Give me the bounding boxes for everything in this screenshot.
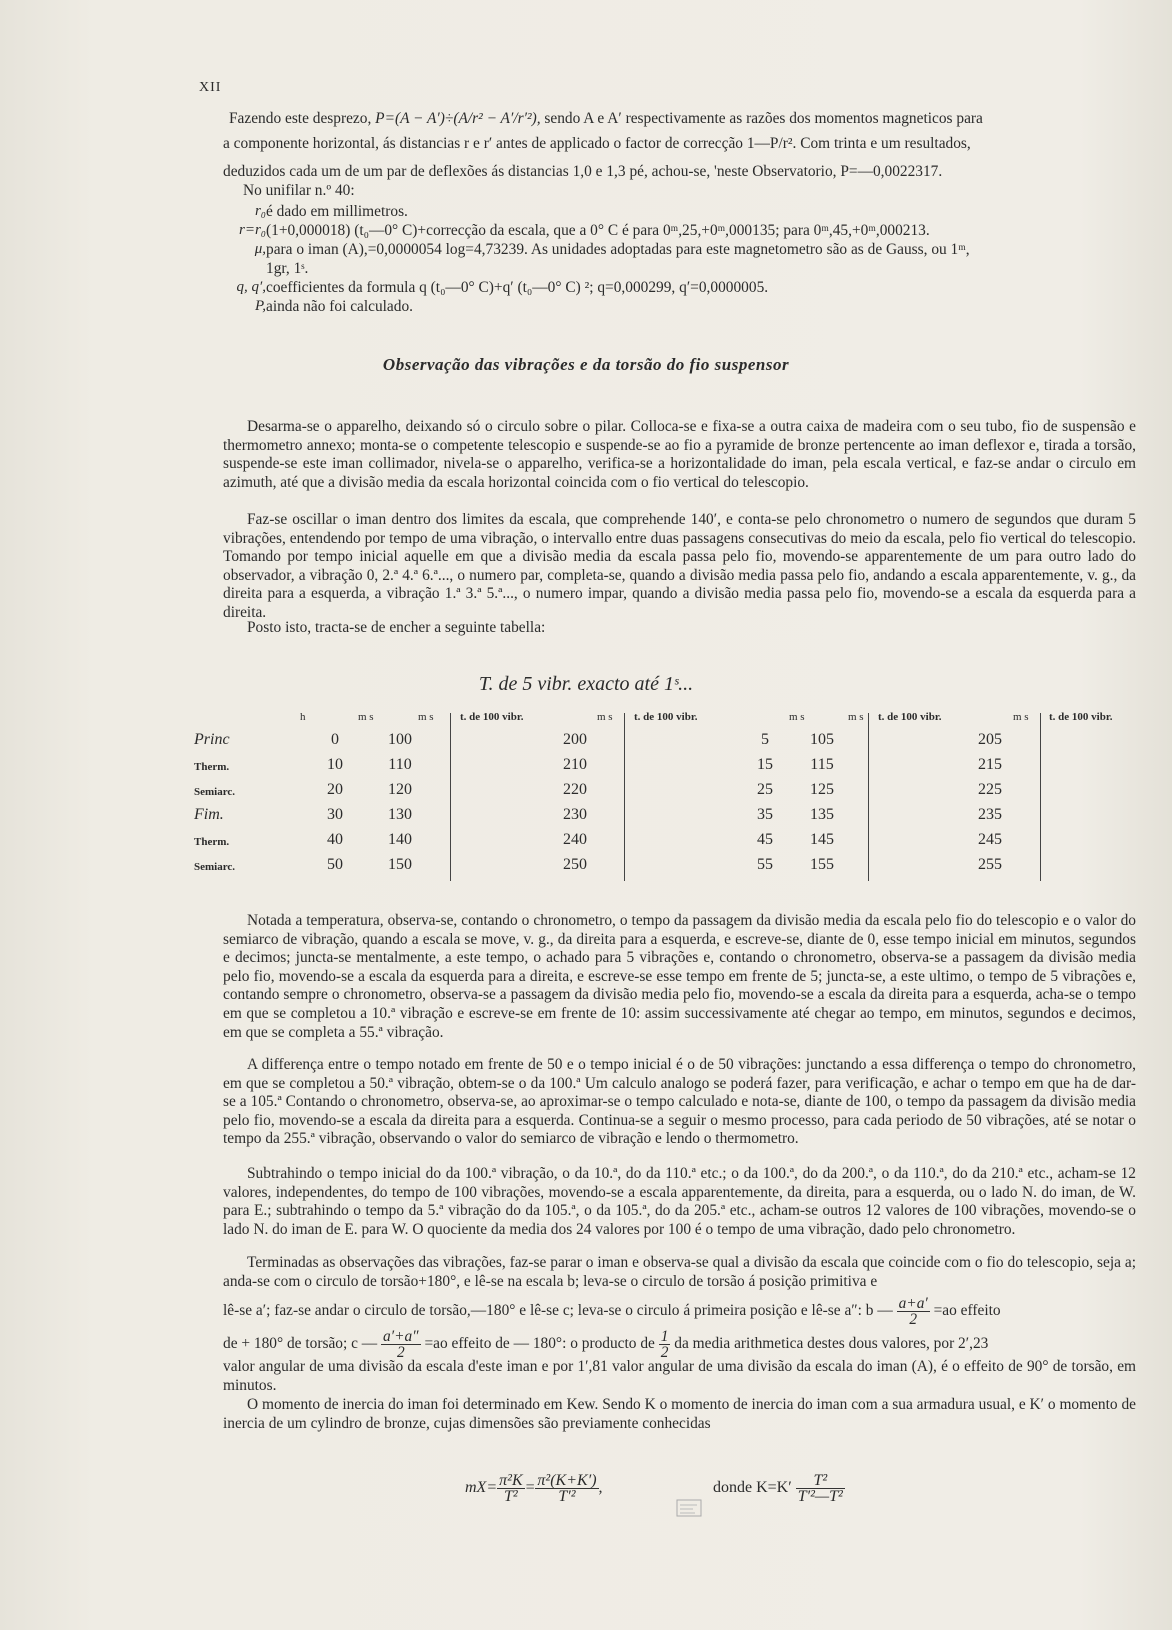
table-cell: 155 — [810, 856, 834, 873]
torsion-text: da media arithmetica destes dous valores, por 2′,23 — [674, 1335, 989, 1353]
paragraph-7-end: valor angular de uma divisão da escala d'este iman e por 1′,81 valor angular de uma divisão da escala do iman (A), é o effeito de 90° de torsão, em minutos. — [223, 1358, 1136, 1394]
table-cell: 25 — [757, 781, 773, 798]
fraction-half — [659, 1329, 671, 1360]
table-cell: 255 — [978, 856, 1002, 873]
table-column-header: m s — [789, 711, 805, 723]
table-cell: 200 — [563, 731, 587, 748]
fraction-numerator: π²K — [499, 1472, 523, 1489]
table-cell: 240 — [563, 831, 587, 848]
table-cell: 40 — [327, 831, 343, 848]
table-row-label: Fim. — [194, 806, 224, 823]
torsion-text: =ao effeito — [933, 1302, 1001, 1320]
table-divider — [450, 713, 451, 881]
table-column-header: m s — [358, 711, 374, 723]
table-cell: 120 — [388, 781, 412, 798]
table-cell: 215 — [978, 756, 1002, 773]
table-cell: 140 — [388, 831, 412, 848]
intro-line-1 — [229, 110, 983, 128]
eq-sign: = — [524, 1479, 536, 1497]
table-column-header: m s — [1013, 711, 1029, 723]
section-heading: Observação das vibrações e da torsão do fio suspensor — [382, 355, 790, 374]
table-cell: 0 — [331, 731, 339, 748]
table-row-label: Therm. — [194, 836, 230, 848]
fraction-denominator: 2 — [660, 1344, 669, 1361]
table-cell: 10 — [327, 756, 343, 773]
paragraph-3: Posto isto, tracta-se de encher a seguinte tabella: — [247, 619, 546, 636]
table-column-header: h — [300, 711, 306, 723]
table-cell: 130 — [388, 806, 412, 823]
table-cell: 35 — [757, 806, 773, 823]
definition-text: (1+0,000018) (t₀—0° C)+correcção da escala, que a 0° C é para 0ᵐ,25,+0ᵐ,000135; para 0ᵐ,45,+0ᵐ,000213. — [266, 222, 930, 239]
table-column-header: m s — [418, 711, 434, 723]
definition-text: para o iman (A),=0,0000054 log=4,73239. As unidades adoptadas para este magnetometro são as de Gauss, ou 1ᵐ, — [266, 241, 970, 258]
fraction-a-a1 — [897, 1296, 930, 1327]
eq-lhs: mX= — [465, 1479, 498, 1497]
torsion-text: lê-se a′; faz-se andar o circulo de torsão,—180° e lê-se c; leva-se o circulo á primeira posição e lê-se a″: b — — [223, 1302, 893, 1320]
table-cell: 150 — [388, 856, 412, 873]
fraction-numerator: a+a′ — [898, 1295, 928, 1312]
eq-fraction — [535, 1473, 598, 1504]
table-divider — [868, 713, 869, 881]
table-cell: 55 — [757, 856, 773, 873]
table-column-header: t. de 100 vibr. — [1049, 711, 1113, 723]
table-cell: 100 — [388, 731, 412, 748]
table-column-header: m s — [597, 711, 613, 723]
torsion-text: de + 180° de torsão; c — — [223, 1335, 378, 1353]
page-folio: XII — [199, 80, 222, 95]
table-divider — [624, 713, 625, 881]
definition-symbol: P, — [255, 298, 266, 314]
torsion-text: =ao effeito de — 180°: o producto de — [424, 1335, 655, 1353]
eq-donde: donde K=K′ — [713, 1479, 792, 1497]
table-row-label: Semiarc. — [194, 786, 236, 798]
eq-fraction — [796, 1473, 845, 1504]
definition-text: coefficientes da formula q (t₀—0° C)+q′ (t₀—0° C) ²; q=0,000299, q′=0,0000005. — [266, 279, 769, 296]
eq-comma: , — [598, 1479, 603, 1497]
inertia-equation — [465, 1473, 603, 1504]
fraction-numerator: π²(K+K′) — [537, 1472, 597, 1489]
table-cell: 110 — [388, 756, 412, 773]
table-title: T. de 5 vibr. exacto até 1ˢ... — [478, 673, 694, 695]
table-divider — [1040, 713, 1041, 881]
fraction-numerator: a′+a″ — [383, 1328, 419, 1345]
table-cell: 15 — [757, 756, 773, 773]
table-cell: 230 — [563, 806, 587, 823]
definition-symbol: q, q′, — [236, 279, 266, 295]
library-stamp-mark — [675, 1497, 705, 1519]
inertia-equation-result — [713, 1473, 845, 1504]
table-cell: 5 — [761, 731, 769, 748]
paragraph-7-line-c — [223, 1329, 988, 1360]
table-cell: 135 — [810, 806, 834, 823]
table-row-label: Therm. — [194, 761, 230, 773]
table-column-header: t. de 100 vibr. — [460, 711, 524, 723]
table-column-header: m s — [848, 711, 864, 723]
table-row-label: Princ — [194, 731, 230, 748]
fraction-a1-a2 — [381, 1329, 421, 1360]
table-cell: 30 — [327, 806, 343, 823]
table-cell: 145 — [810, 831, 834, 848]
intro-line-2 — [223, 135, 971, 153]
table-cell: 220 — [563, 781, 587, 798]
table-cell: 205 — [978, 731, 1002, 748]
paragraph-4: Notada a temperatura, observa-se, contando o chronometro, o tempo da passagem da divisão media da escala pelo fio do telescopio e o valor do semiarco de vibração, quando a escala se move, v. g., da direita para a esquerda, e escreve-se, diante de 0, esse tempo inicial em minutos, segundos e decimos; juncta-se mentalmente, a este tempo, o achado para 5 vibrações e, contando o chronometro, observa-se a passagem da divisão media pelo fio, movendo-se a escala da esquerda para a direita, e escreve-se esse tempo em frente de 5; juncta-se, a este ultimo, o tempo de 5 vibrações e, contando sempre o chronometro, observa-se a passagem da divisão media pelo fio, movendo-se a escala da direita para a esquerda, acha-se o tempo em que se completou a 10.ª vibração e escreve-se em frente de 10: assim successivamente até chegar ao tempo, em minutos, segundos e decimos, em que se completa a 55.ª vibração. — [223, 912, 1136, 1041]
table-cell: 45 — [757, 831, 773, 848]
table-cell: 105 — [810, 731, 834, 748]
definition-symbol: r=r₀ — [238, 222, 266, 238]
intro-text: a componente horizontal, ás distancias r e r′ antes de applicado o factor de correcção 1—P/r². — [223, 135, 797, 152]
fraction-denominator: T² — [504, 1488, 518, 1505]
definition-text: ainda não foi calculado. — [266, 298, 414, 315]
table-cell: 210 — [563, 756, 587, 773]
table-cell: 50 — [327, 856, 343, 873]
eq-fraction — [497, 1473, 524, 1504]
table-column-header: t. de 100 vibr. — [634, 711, 698, 723]
intro-text: Com trinta e um resultados, — [800, 135, 971, 152]
paragraph-5: A differença entre o tempo notado em frente de 50 e o tempo inicial é o de 50 vibrações: junctando a essa differença o tempo do chronometro, em que se completou a 50.ª vibração, obtem-se o da 100.ª Um calculo analogo se poderá fazer, para verificação, e achar o tempo em que ha de dar-se a 105.ª Contando o chronometro, observa-se, ao aproximar-se o tempo calculado e nota-se, diante de 100, o tempo da passagem da divisão media pelo fio, movendo-se a escala da direita para a esquerda. Continua-se a seguir o mesmo processo, para cada periodo de 50 vibrações, até se notar o tempo da 255.ª vibração, observando o valor do semiarco de vibração e lendo o thermometro. — [223, 1056, 1136, 1148]
intro-text: sendo A e A′ respectivamente as razões dos momentos magneticos para — [544, 110, 983, 127]
fraction-denominator: 2 — [396, 1344, 405, 1361]
fraction-denominator: T′² — [558, 1488, 576, 1505]
formula-p: P=(A − A′)÷(A/r² − A′/r′²), — [375, 110, 541, 127]
paragraph-7-line-b — [223, 1296, 1001, 1327]
paragraph-6: Subtrahindo o tempo inicial do da 100.ª vibração, o da 10.ª, do da 110.ª etc.; o da 100.ª, do da 200.ª, o da 110.ª, do da 210.ª etc., acham-se 12 valores, independentes, do tempo de 100 vibrações, movendo-se a escala apparentemente, da direita, para a esquerda, ou o lado N. do iman, de W. para E.; subtrahindo o tempo da 5.ª vibração do da 105.ª, o da 105.ª, do da 205.ª etc., acham-se outros 12 valores de 100 vibrações, movendo-se o lado N. do iman de E. para W. O quociente da media dos 24 valores por 100 é o tempo de uma vibração, dado pelo chronometro. — [223, 1165, 1136, 1238]
table-column-header: t. de 100 vibr. — [878, 711, 942, 723]
paragraph-8: O momento de inercia do iman foi determinado em Kew. Sendo K o momento de inercia do iman com a sua armadura usual, e K′ o momento de inercia de um cylindro de bronze, cujas dimensões são previamente conhecidas — [223, 1396, 1136, 1432]
table-cell: 250 — [563, 856, 587, 873]
table-cell: 235 — [978, 806, 1002, 823]
table-cell: 125 — [810, 781, 834, 798]
table-cell: 245 — [978, 831, 1002, 848]
paragraph-2: Faz-se oscillar o iman dentro dos limites da escala, que comprehende 140′, e conta-se pelo chronometro o numero de segundos que duram 5 vibrações, entendendo por tempo de uma vibração, o intervallo entre duas passagens consecutivas do meio da escala, pelo fio vertical do telescopio. Tomando por tempo inicial aquelle em que a divisão media da escala passa pelo fio, movendo-se apparentemente de um para outro lado do observador, a vibração 0, 2.ª 4.ª 6.ª..., o numero par, completa-se, quando a divisão media passa pelo fio, andando a escala apparentemente, v. g., da direita para a esquerda, a vibração 1.ª 3.ª 5.ª..., o numero impar, quando a divisão media passa pelo fio, movendo-se a escala da esquerda para a direita. — [223, 511, 1136, 621]
table-cell: 20 — [327, 781, 343, 798]
definition-text: 1gr, 1ˢ. — [266, 260, 309, 277]
paragraph-1: Desarma-se o apparelho, deixando só o circulo sobre o pilar. Colloca-se e fixa-se a outra caixa de madeira com o seu tubo, fio de suspensão e thermometro annexo; monta-se o competente telescopio e suspende-se ao fio a pyramide de bronze pertencente ao iman deflexor e, tirada a torsão, suspende-se este iman collimador, nivela-se o apparelho, verifica-se a horizontalidade do iman, pela escala vertical, e faz-se andar o circulo em azimuth, até que a divisão media da escala horizontal coincida com o fio vertical do telescopio. — [223, 418, 1136, 491]
fraction-numerator: T² — [796, 1473, 845, 1489]
intro-text: Fazendo este desprezo, — [229, 110, 372, 127]
fraction-denominator: 2 — [909, 1311, 918, 1328]
definition-symbol: μ, — [254, 241, 266, 257]
table-cell: 225 — [978, 781, 1002, 798]
table-row-label: Semiarc. — [194, 861, 236, 873]
fraction-numerator: 1 — [660, 1328, 669, 1345]
definition-symbol: r₀ — [254, 203, 266, 219]
intro-line-4: No unifilar n.º 40: — [243, 182, 355, 199]
fraction-denominator: T′²—T² — [797, 1488, 843, 1505]
table-cell: 115 — [810, 756, 834, 773]
intro-line-3: deduzidos cada um de um par de deflexões ás distancias 1,0 e 1,3 pé, achou-se, 'neste Observatorio, P=—0,0022317. — [223, 163, 943, 180]
paragraph-7: Terminadas as observações das vibrações, faz-se parar o iman e observa-se qual a divisão da escala que coincide com o fio do telescopio, seja a; anda-se com o circulo de torsão+180°, e lê-se na escala b; leva-se o circulo de torsão á posição primitiva e — [223, 1254, 1136, 1290]
definition-text: é dado em millimetros. — [266, 203, 408, 220]
